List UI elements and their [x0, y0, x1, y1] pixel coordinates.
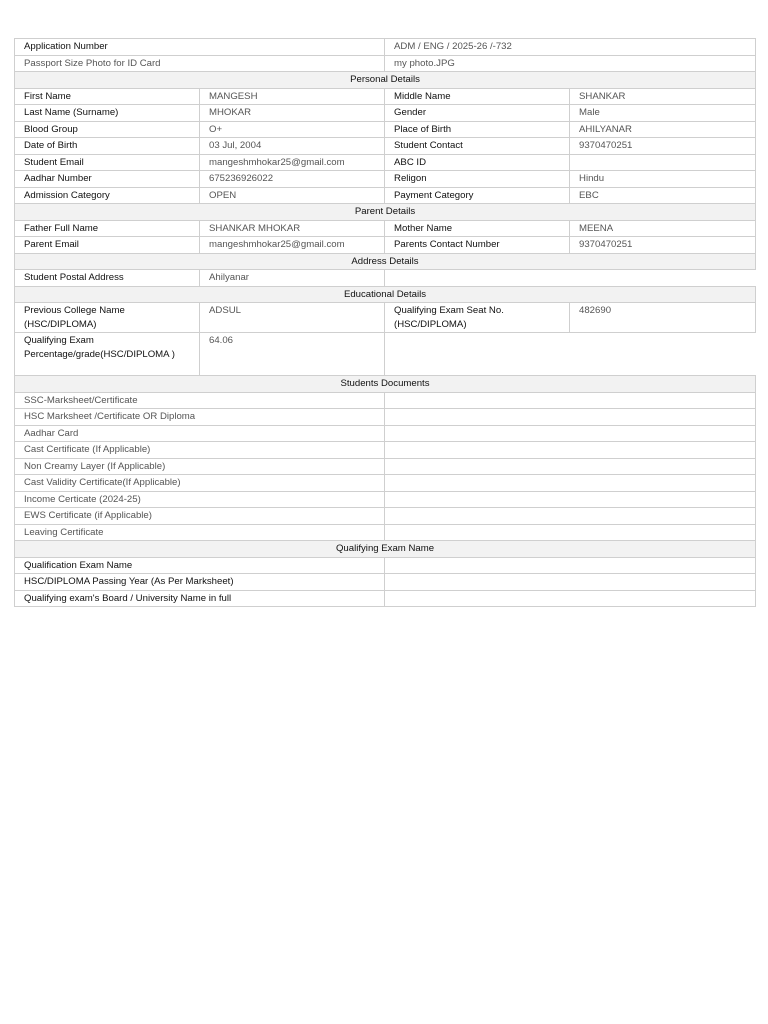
field-label: Last Name (Surname) [15, 105, 200, 122]
field-label: Place of Birth [385, 121, 570, 138]
field-label: Student Email [15, 154, 200, 171]
document-label: EWS Certificate (if Applicable) [15, 508, 385, 525]
field-value: O+ [200, 121, 385, 138]
field-value: MEENA [570, 220, 756, 237]
document-value [385, 442, 756, 459]
document-row [15, 508, 756, 525]
percentage-value: 64.06 [200, 333, 385, 376]
personal-row [15, 121, 756, 138]
personal-row [15, 105, 756, 122]
field-label: Payment Category [385, 187, 570, 204]
field-value: SHANKAR [570, 88, 756, 105]
qualifying-value [385, 574, 756, 591]
personal-row [15, 88, 756, 105]
document-row [15, 458, 756, 475]
field-label: Blood Group [15, 121, 200, 138]
document-value [385, 425, 756, 442]
education-row [15, 333, 756, 376]
qualifying-row [15, 557, 756, 574]
qualifying-label: Qualifying exam's Board / University Name in full [15, 590, 385, 607]
section-header-address [15, 253, 756, 270]
document-value [385, 524, 756, 541]
address-row [15, 270, 756, 287]
field-value: mangeshmhokar25@gmail.com [200, 237, 385, 254]
section-header-education [15, 286, 756, 303]
field-value: 9370470251 [570, 237, 756, 254]
field-label: Mother Name [385, 220, 570, 237]
parent-row [15, 237, 756, 254]
field-label: Date of Birth [15, 138, 200, 155]
personal-row [15, 171, 756, 188]
admission-form-table [14, 38, 756, 607]
educational-details-title: Educational Details [15, 286, 756, 303]
document-label: Leaving Certificate [15, 524, 385, 541]
field-value: Hindu [570, 171, 756, 188]
document-value [385, 491, 756, 508]
field-label: Religon [385, 171, 570, 188]
previous-college-label: Previous College Name (HSC/DIPLOMA) [15, 303, 200, 333]
document-label: Non Creamy Layer (If Applicable) [15, 458, 385, 475]
field-label: Aadhar Number [15, 171, 200, 188]
field-value: AHILYANAR [570, 121, 756, 138]
parent-details-title: Parent Details [15, 204, 756, 221]
document-value [385, 458, 756, 475]
field-value: EBC [570, 187, 756, 204]
document-value [385, 508, 756, 525]
document-row [15, 409, 756, 426]
qualifying-value [385, 557, 756, 574]
document-label: Income Certicate (2024-25) [15, 491, 385, 508]
qualifying-row [15, 574, 756, 591]
section-header-qualifying [15, 541, 756, 558]
seat-number-label: Qualifying Exam Seat No. (HSC/DIPLOMA) [385, 303, 570, 333]
section-header-parent [15, 204, 756, 221]
previous-college-value: ADSUL [200, 303, 385, 333]
empty-cell [385, 270, 756, 287]
field-label: Student Contact [385, 138, 570, 155]
percentage-label: Qualifying Exam Percentage/grade(HSC/DIPLOMA ) [15, 333, 200, 376]
address-details-title: Address Details [15, 253, 756, 270]
field-label: First Name [15, 88, 200, 105]
personal-row [15, 187, 756, 204]
qualifying-exam-title: Qualifying Exam Name [15, 541, 756, 558]
qualifying-label: Qualification Exam Name [15, 557, 385, 574]
qualifying-label: HSC/DIPLOMA Passing Year (As Per Marksheet) [15, 574, 385, 591]
postal-address-value: Ahilyanar [200, 270, 385, 287]
field-label: Parents Contact Number [385, 237, 570, 254]
education-row [15, 303, 756, 333]
document-label: Aadhar Card [15, 425, 385, 442]
document-label: HSC Marksheet /Certificate OR Diploma [15, 409, 385, 426]
field-label: Admission Category [15, 187, 200, 204]
section-header-personal [15, 72, 756, 89]
field-value: MANGESH [200, 88, 385, 105]
admission-form [14, 38, 755, 607]
document-value [385, 409, 756, 426]
field-value: MHOKAR [200, 105, 385, 122]
field-value: 03 Jul, 2004 [200, 138, 385, 155]
parent-row [15, 220, 756, 237]
field-value: Male [570, 105, 756, 122]
field-label: Father Full Name [15, 220, 200, 237]
photo-value: my photo.JPG [385, 55, 756, 72]
field-label: Parent Email [15, 237, 200, 254]
field-label: Gender [385, 105, 570, 122]
document-label: Cast Certificate (If Applicable) [15, 442, 385, 459]
section-header-documents [15, 376, 756, 393]
field-value: 675236926022 [200, 171, 385, 188]
document-row [15, 475, 756, 492]
field-value: 9370470251 [570, 138, 756, 155]
qualifying-value [385, 590, 756, 607]
personal-details-title: Personal Details [15, 72, 756, 89]
application-number-row [15, 39, 756, 56]
document-label: Cast Validity Certificate(If Applicable) [15, 475, 385, 492]
field-value: OPEN [200, 187, 385, 204]
field-label: ABC ID [385, 154, 570, 171]
field-value [570, 154, 756, 171]
photo-row [15, 55, 756, 72]
seat-number-value: 482690 [570, 303, 756, 333]
personal-row [15, 138, 756, 155]
document-row [15, 442, 756, 459]
application-number-value: ADM / ENG / 2025-26 /-732 [385, 39, 756, 56]
qualifying-row [15, 590, 756, 607]
photo-label: Passport Size Photo for ID Card [15, 55, 385, 72]
document-value [385, 392, 756, 409]
students-documents-title: Students Documents [15, 376, 756, 393]
postal-address-label: Student Postal Address [15, 270, 200, 287]
document-row [15, 524, 756, 541]
empty-cell [385, 333, 756, 376]
document-row [15, 491, 756, 508]
field-label: Middle Name [385, 88, 570, 105]
field-value: SHANKAR MHOKAR [200, 220, 385, 237]
document-label: SSC-Marksheet/Certificate [15, 392, 385, 409]
document-row [15, 392, 756, 409]
document-row [15, 425, 756, 442]
personal-row [15, 154, 756, 171]
field-value: mangeshmhokar25@gmail.com [200, 154, 385, 171]
document-value [385, 475, 756, 492]
application-number-label: Application Number [15, 39, 385, 56]
